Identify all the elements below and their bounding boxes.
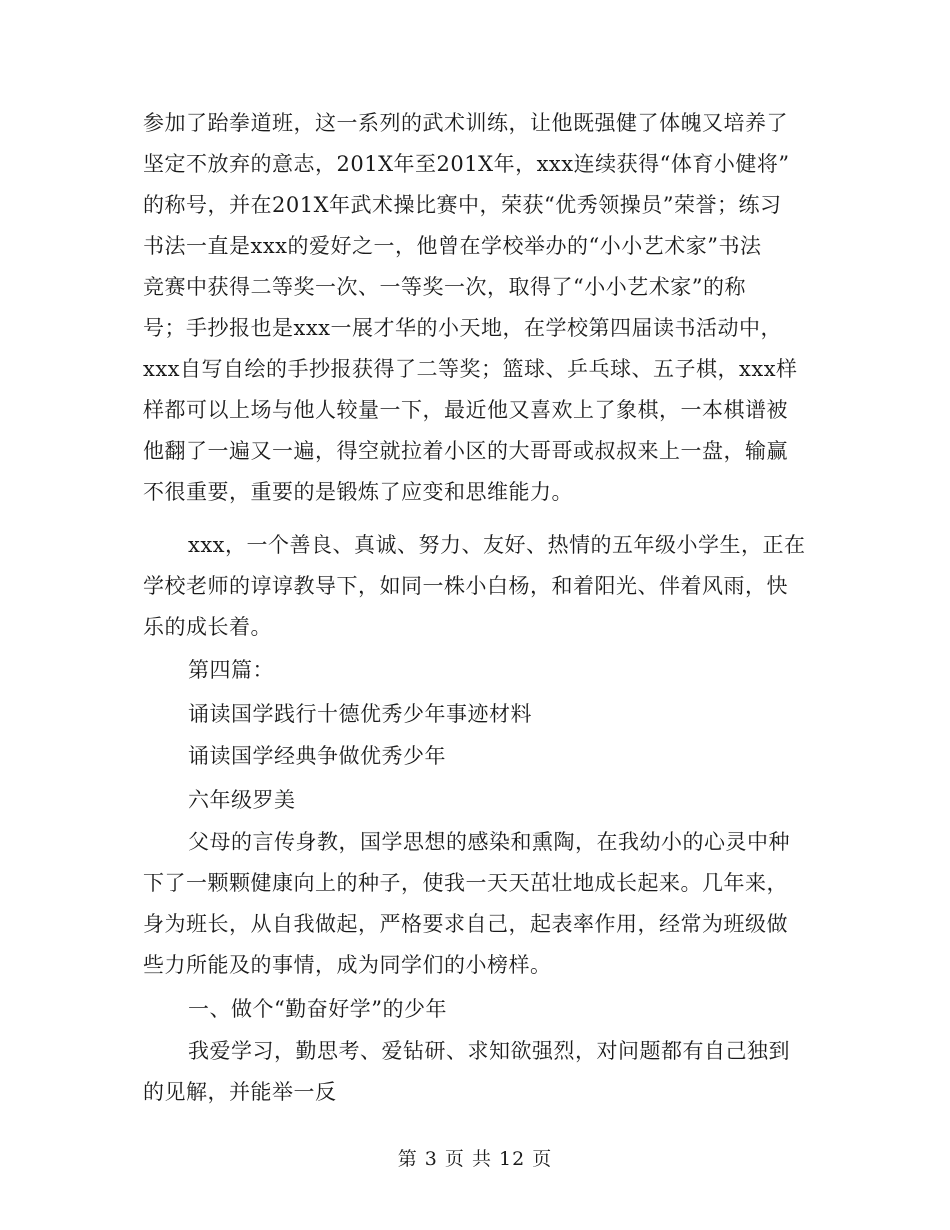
body-line: xxx自写自绘的手抄报获得了二等奖；篮球、乒乓球、五子棋，xxx样 (143, 357, 798, 381)
body-line: 的见解，并能举一反 (143, 1080, 337, 1104)
paragraph-start-line: 父母的言传身教，国学思想的感染和熏陶，在我幼小的心灵中种 (188, 830, 790, 854)
body-line: 竞赛中获得二等奖一次、一等奖一次，取得了“小小艺术家”的称 (143, 275, 746, 299)
subsection-heading: 一、做个“勤奋好学”的少年 (188, 997, 447, 1021)
body-line: 坚定不放弃的意志，201X年至201X年，xxx连续获得“体育小健将” (143, 152, 790, 176)
body-line: 不很重要，重要的是锻炼了应变和思维能力。 (143, 480, 573, 504)
body-line: 书法一直是xxx的爱好之一，他曾在学校举办的“小小艺术家”书法 (143, 234, 762, 258)
article-title: 诵读国学践行十德优秀少年事迹材料 (188, 702, 532, 726)
body-line: 乐的成长着。 (143, 615, 272, 639)
body-line: 些力所能及的事情，成为同学们的小榜样。 (143, 953, 552, 977)
body-line: 参加了跆拳道班，这一系列的武术训练，让他既强健了体魄又培养了 (143, 111, 788, 135)
paragraph-start-line: xxx，一个善良、真诚、努力、友好、热情的五年级小学生，正在 (188, 533, 806, 557)
body-line: 的称号，并在201X年武术操比赛中，荣获“优秀领操员”荣誉；练习 (143, 193, 782, 217)
body-line: 样都可以上场与他人较量一下，最近他又喜欢上了象棋，一本棋谱被 (143, 398, 788, 422)
body-line: 下了一颗颗健康向上的种子，使我一天天茁壮地成长起来。几年来， (143, 871, 788, 895)
author-line: 六年级罗美 (188, 788, 296, 812)
article-subtitle: 诵读国学经典争做优秀少年 (188, 744, 446, 768)
body-line: 他翻了一遍又一遍，得空就拉着小区的大哥哥或叔叔来上一盘，输赢 (143, 439, 788, 463)
page-number-footer: 第 3 页 共 12 页 (397, 1148, 553, 1170)
section-heading: 第四篇： (188, 658, 274, 682)
body-line: 学校老师的谆谆教导下，如同一株小白杨，和着阳光、伴着风雨，快 (143, 574, 788, 598)
body-line: 号；手抄报也是xxx一展才华的小天地，在学校第四届读书活动中， (143, 316, 783, 340)
paragraph-start-line: 我爱学习，勤思考、爱钻研、求知欲强烈，对问题都有自己独到 (188, 1039, 790, 1063)
body-line: 身为班长，从自我做起，严格要求自己，起表率作用，经常为班级做 (143, 912, 788, 936)
